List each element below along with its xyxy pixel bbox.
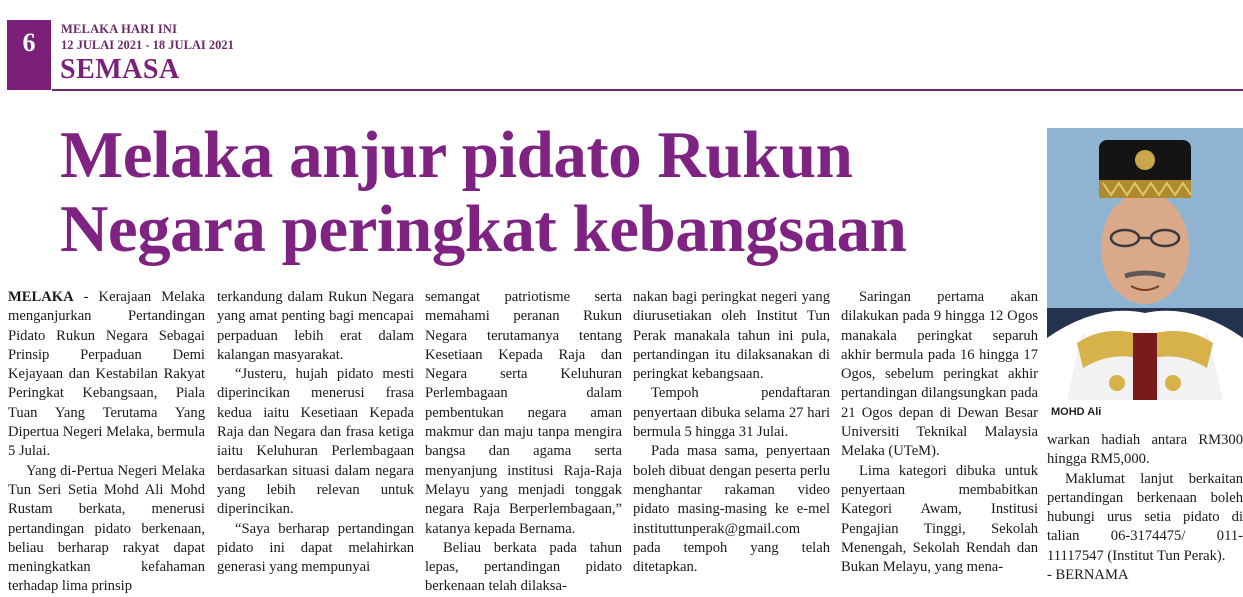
publication-name: MELAKA HARI INI <box>61 22 178 36</box>
photo-caption: MOHD Ali <box>1051 406 1102 418</box>
paragraph: Pada masa sama, penyertaan boleh dibuat dengan peserta perlu menghantar rakaman video pidato masing-masing ke e-mel instituttunperak@gmail.com pada tempoh yang telah ditetapkan. <box>633 443 830 576</box>
portrait-illustration <box>1047 128 1243 400</box>
headline-line-1: Melaka anjur pidato Rukun <box>60 118 853 192</box>
article-column-1 <box>8 288 205 597</box>
article-headline <box>60 118 1035 266</box>
paragraph: nakan bagi peringkat negeri yang diurusetiakan oleh Institut Tun Perak manakala tahun ini pula, pertandingan itu dilaksanakan di peringkat kebangsaan. <box>633 289 830 383</box>
issue-dates: 12 JULAI 2021 - 18 JULAI 2021 <box>61 38 234 52</box>
article-column-5 <box>841 288 1038 577</box>
dateline: MELAKA <box>8 289 74 305</box>
paragraph: Saringan pertama akan dilakukan pada 9 hingga 12 Ogos manakala peringkat separuh akhir bermula pada 16 hingga 17 Ogos, sebelum peringkat akhir pertandingan dilangsungkan pada 21 Ogos depan di Dewan Besar Universiti Teknikal Malaysia Melaka (UTeM). <box>841 289 1038 460</box>
paragraph: “Justeru, hujah pidato mesti diperincikan menerusi frasa kedua iaitu Kesetiaan Kepada Raja dan Negara dan frasa ketiga iaitu Keluhuran Perlembagaan berdasarkan situasi dalam negara yang lebih relevan untuk diperincikan. <box>217 366 414 518</box>
byline-source: - BERNAMA <box>1047 567 1129 584</box>
paragraph: terkandung dalam Rukun Negara yang amat penting bagi mencapai perpaduan lebih erat dalam kalangan masyarakat. <box>217 289 414 363</box>
paragraph: Lima kategori dibuka untuk penyertaan membabitkan Kategori Awam, Institusi Pengajian Tinggi, Sekolah Menengah, Sekolah Rendah dan Bukan Melayu, yang mena- <box>841 462 1038 576</box>
paragraph: Maklumat lanjut berkaitan pertandingan berkenaan boleh hubungi urus setia pidato di talian 06-3174475/ 011-11117547 (Institut Tun Perak). <box>1047 470 1243 564</box>
page-header <box>0 0 1243 92</box>
paragraph: “Saya berharap pertandingan pidato ini dapat melahirkan generasi yang mempunyai <box>217 520 414 576</box>
section-title: SEMASA <box>60 54 180 85</box>
article-column-6 <box>1047 431 1243 585</box>
article-column-4 <box>633 288 830 577</box>
page-number: 6 <box>7 20 51 90</box>
headline-line-2: Negara peringkat kebangsaan <box>60 192 907 266</box>
paragraph: Tempoh pendaftaran penyertaan dibuka selama 27 hari bermula 5 hingga 31 Julai. <box>633 385 830 441</box>
paragraph: Yang di-Pertua Negeri Melaka Tun Seri Setia Mohd Ali Mohd Rustam berkata, menerusi pertandingan pidato berkenaan, beliau berharap rakyat dapat meningkatkan kefahaman terhadap lima prinsip <box>8 462 205 595</box>
paragraph: Beliau berkata pada tahun lepas, pertandingan pidato berkenaan telah dilaksa- <box>425 539 622 595</box>
header-divider <box>52 89 1243 91</box>
paragraph: warkan hadiah antara RM300 hingga RM5,000. <box>1047 432 1243 468</box>
paragraph: MELAKA - Kerajaan Melaka menganjurkan Pertandingan Pidato Rukun Negara Sebagai Prinsip Perpaduan Demi Kejayaan dan Kestabilan Rakyat Peringkat Kebangsaan, Piala Tuan Yang Terutama Yang Dipertua Negeri Melaka, bermula 5 Julai. <box>8 289 205 460</box>
portrait-photo <box>1047 128 1243 400</box>
paragraph: semangat patriotisme serta memahami peranan Rukun Negara terutamanya tentang Kesetiaan Kepada Raja dan Negara serta Keluhuran Perlembagaan dalam pembentukan negara aman makmur dan maju tanpa mengira bangsa dan agama serta menyanjung institusi Raja-Raja Melayu yang menjadi tonggak negara Raja Berperlembagaan,” katanya kepada Bernama. <box>425 289 622 537</box>
article-column-3 <box>425 288 622 597</box>
article-column-2 <box>217 288 414 577</box>
